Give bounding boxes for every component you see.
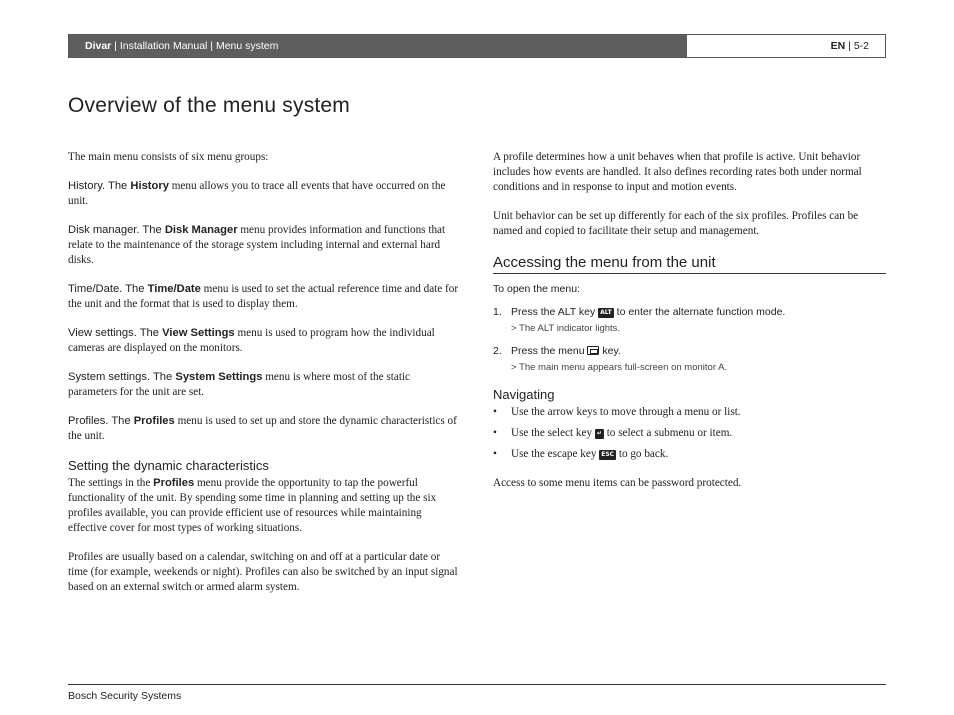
bullet-dot: • <box>493 448 497 460</box>
menu-group-lead: Time/Date. The <box>68 283 148 295</box>
closing-paragraph: Access to some menu items can be password protected. <box>493 477 742 489</box>
menu-group-lead: System settings. The <box>68 371 176 383</box>
bullet-dot: • <box>493 406 497 418</box>
menu-group-text: menu allows you to trace all events that have occurred on the unit. <box>68 180 446 207</box>
profiles-paragraph: Profiles are usually based on a calendar, switching on and off at a particular date or time (for example, weekends or night). Profiles can also be switched by an input signal based on an external switch or armed alarm system. <box>68 551 458 593</box>
nav-bullets <box>493 405 886 462</box>
nav-bullet-item <box>493 405 886 420</box>
menu-group-lead: Profiles. The <box>68 415 134 427</box>
page-footer: Bosch Security Systems <box>68 684 886 702</box>
menu-group-paragraph <box>68 179 460 209</box>
step-post: key. <box>599 345 621 357</box>
menu-key-icon <box>587 346 599 355</box>
header-doc: Installation Manual <box>119 40 208 52</box>
menu-group-name: Profiles <box>133 415 175 427</box>
menu-group-text: menu is where most of the static parameters for the unit are set. <box>68 371 411 398</box>
intro-paragraph: The main menu consists of six menu groups: <box>68 151 269 163</box>
menu-group-paragraph <box>68 223 460 268</box>
bullet-post: to go back. <box>616 448 669 460</box>
menu-group-lead: View settings. The <box>68 327 163 339</box>
subheading-navigating: Navigating <box>493 387 555 402</box>
menu-group-name: Disk Manager <box>164 224 238 236</box>
menu-group-lead: History. The <box>68 180 131 192</box>
page-header <box>68 34 886 58</box>
menu-group-paragraph <box>68 370 460 400</box>
header-breadcrumb: Divar | Installation Manual | Menu system <box>69 35 687 57</box>
bullet-text <box>511 426 732 441</box>
menu-group-paragraph <box>68 326 460 356</box>
bullet-post: to select a submenu or item. <box>603 427 733 439</box>
menu-group-name: System Settings <box>175 371 263 383</box>
header-page-info: EN | 5-2 <box>687 35 885 57</box>
header-lang: EN <box>830 40 846 52</box>
bullet-pre: Use the select key <box>511 427 595 439</box>
menu-group-name: View Settings <box>162 327 235 339</box>
bullet-text <box>511 405 741 420</box>
step-post: to enter the alternate function mode. <box>613 306 786 318</box>
right-column <box>493 150 886 505</box>
menu-group-name: History <box>130 180 169 192</box>
step-number: 1. <box>493 306 502 318</box>
bullet-pre: Use the arrow keys to move through a menu or list. <box>511 406 741 418</box>
menu-group-lead: Disk manager. The <box>68 224 165 236</box>
menu-group-paragraph <box>68 414 460 444</box>
bullet-pre: Use the escape key <box>511 448 600 460</box>
nav-bullet-item <box>493 447 886 462</box>
select-key-icon: ↵ <box>596 430 602 437</box>
step-result <box>493 360 886 375</box>
header-page-number: 5-2 <box>853 40 869 52</box>
profile-paragraph-2: Unit behavior can be set up differently for each of the six profiles. Profiles can be named and copied to facilitate their setup and management. <box>493 210 859 237</box>
step-number: 2. <box>493 345 502 357</box>
step-pre: Press the menu <box>511 345 588 357</box>
section-heading-access: Accessing the menu from the unit <box>493 255 886 274</box>
menu-group-text: menu is used to set up and store the dynamic characteristics of the unit. <box>68 415 457 442</box>
bullet-text <box>511 447 668 462</box>
result-text: The ALT indicator lights. <box>516 323 621 334</box>
menu-group-name: Time/Date <box>147 283 201 295</box>
result-marker: > <box>511 362 517 373</box>
step-result <box>493 321 886 336</box>
left-column <box>68 150 460 609</box>
step-text <box>511 305 785 320</box>
menu-group-text: menu is used to set the actual reference time and date for the unit and the format that is used to display them. <box>68 283 459 310</box>
to-open-label: To open the menu: <box>493 283 580 295</box>
result-marker: > <box>511 323 517 334</box>
result-text: The main menu appears full-screen on monitor A. <box>516 362 728 373</box>
step-item <box>493 305 886 320</box>
header-product: Divar <box>85 40 112 52</box>
header-chapter: Menu system <box>215 40 279 52</box>
steps-list <box>493 305 886 375</box>
step-item <box>493 344 886 359</box>
escape-key-icon: ESC <box>601 451 615 458</box>
menu-group-paragraph <box>68 282 460 312</box>
subheading-dynamic: Setting the dynamic characteristics <box>68 458 269 473</box>
step-text <box>511 344 621 359</box>
profile-paragraph-1: A profile determines how a unit behaves when that profile is active. Unit behavior includes how events are handled. It also defines recording rates both under normal conditions and in response to input and motion events. <box>493 151 862 193</box>
page-title: Overview of the menu system <box>68 94 350 117</box>
step-pre: Press the ALT key <box>511 306 599 318</box>
dynamic-paragraph: The settings in the Profiles menu provide the opportunity to tap the powerful functionality of the unit. By spending some time in planning and setting up the six profiles available, you can provide efficient use of resources while maintaining effective cover for most types of working situations. <box>68 477 437 534</box>
menu-group-text: menu is used to program how the individual cameras are displayed on the monitors. <box>68 327 435 354</box>
menu-group-text: menu provides information and functions that relate to the maintenance of the storage system including internal and external hard disks. <box>68 224 446 266</box>
nav-bullet-item <box>493 426 886 441</box>
bullet-dot: • <box>493 427 497 439</box>
menu-groups-list <box>68 179 460 444</box>
alt-key-icon: ALT <box>600 309 612 316</box>
